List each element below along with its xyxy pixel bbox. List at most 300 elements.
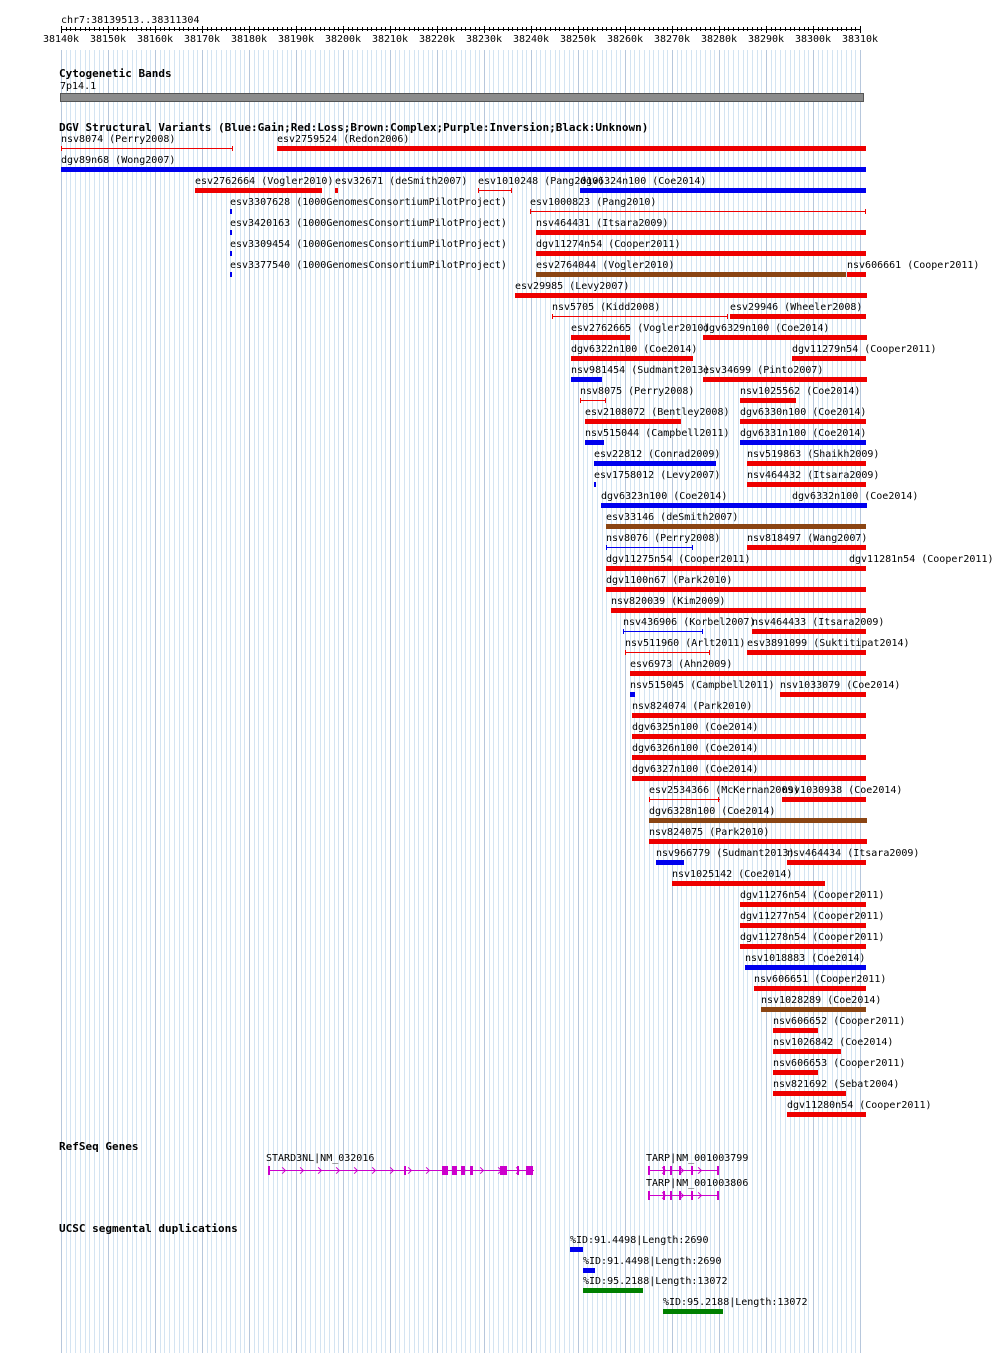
ruler-label: 38210k: [371, 34, 409, 45]
ruler-tick: [432, 27, 433, 31]
dgv-variant-bar[interactable]: [632, 713, 866, 718]
dgv-variant-label: nsv824075 (Park2010): [649, 827, 770, 838]
refseq-gene-exon[interactable]: [717, 1191, 719, 1200]
ruler-label: 38250k: [559, 34, 597, 45]
dgv-variant-label: dgv11277n54 (Cooper2011): [740, 911, 885, 922]
ruler-tick: [775, 27, 776, 31]
dgv-variant-bar[interactable]: [571, 356, 693, 361]
dgv-variant-bar[interactable]: [530, 211, 866, 212]
dgv-variant-label: nsv515045 (Campbell2011): [630, 680, 775, 691]
dgv-variant-bar[interactable]: [780, 692, 866, 697]
dgv-variant-label: dgv11280n54 (Cooper2011): [787, 1100, 932, 1111]
segdup-feature-bar[interactable]: [583, 1268, 595, 1273]
ruler-tick: [258, 27, 259, 31]
dgv-variant-bar-cap: [552, 314, 553, 319]
dgv-variant-label: dgv11275n54 (Cooper2011): [606, 554, 751, 565]
ruler-tick: [602, 27, 603, 31]
dgv-variant-label: nsv511960 (Arlt2011): [625, 638, 746, 649]
dgv-variant-bar[interactable]: [649, 799, 720, 800]
dgv-variant-bar[interactable]: [787, 860, 866, 865]
dgv-variant-bar[interactable]: [672, 881, 825, 886]
ruler-label: 38220k: [418, 34, 456, 45]
dgv-variant-bar[interactable]: [630, 671, 866, 676]
ruler-tick: [470, 27, 471, 31]
ruler-tick: [263, 27, 264, 31]
dgv-variant-label: esv2759524 (Redon2006): [277, 134, 410, 145]
dgv-variant-bar[interactable]: [773, 1070, 818, 1075]
dgv-variant-label: esv1758012 (Levy2007): [594, 470, 721, 481]
dgv-variant-bar[interactable]: [536, 272, 846, 277]
ruler-tick: [89, 27, 90, 31]
ruler-label: 38190k: [277, 34, 315, 45]
dgv-variant-bar[interactable]: [792, 503, 866, 508]
refseq-gene-exon[interactable]: [691, 1166, 693, 1175]
dgv-variant-label: esv32671 (deSmith2007): [335, 176, 468, 187]
ruler-tick: [155, 26, 156, 33]
ruler-label: 38160k: [136, 34, 174, 45]
dgv-variant-bar[interactable]: [740, 902, 866, 907]
cytoband-bar[interactable]: [60, 93, 864, 102]
ruler-tick: [569, 27, 570, 31]
ruler-tick: [860, 26, 861, 33]
ruler-tick: [404, 27, 405, 31]
ruler-tick: [710, 27, 711, 31]
dgv-variant-label: nsv5705 (Kidd2008): [552, 302, 661, 313]
ruler-tick: [94, 27, 95, 31]
ruler-tick: [127, 27, 128, 31]
dgv-variant-bar[interactable]: [649, 839, 867, 844]
dgv-variant-bar[interactable]: [61, 167, 866, 172]
dgv-variant-label: nsv821692 (Sebat2004): [773, 1079, 900, 1090]
dgv-variant-bar[interactable]: [571, 377, 602, 382]
dgv-variant-bar[interactable]: [552, 316, 728, 317]
dgv-variant-bar[interactable]: [632, 755, 866, 760]
ruler-tick: [423, 27, 424, 31]
ruler-tick: [446, 27, 447, 31]
ruler-tick: [766, 26, 767, 33]
ruler-tick: [85, 27, 86, 31]
ruler-tick: [164, 27, 165, 31]
dgv-variant-label: nsv981454 (Sudmant2013): [571, 365, 710, 376]
dgv-variant-bar[interactable]: [594, 461, 716, 466]
ruler-tick: [357, 27, 358, 31]
ruler-tick: [738, 27, 739, 31]
segdup-feature-bar[interactable]: [583, 1288, 643, 1293]
dgv-variant-bar-cap: [606, 545, 607, 550]
ruler-tick: [714, 27, 715, 31]
ruler-tick: [329, 27, 330, 31]
ruler-tick: [456, 27, 457, 31]
dgv-variant-bar-cap: [692, 545, 693, 550]
ruler-tick: [197, 27, 198, 31]
ruler-tick: [451, 27, 452, 31]
ruler-tick: [625, 26, 626, 33]
dgv-variant-bar[interactable]: [230, 209, 232, 214]
ruler-tick: [117, 27, 118, 31]
ruler-tick: [169, 27, 170, 31]
dgv-variant-bar[interactable]: [630, 692, 635, 697]
ruler-tick: [362, 27, 363, 31]
segdup-feature-label: %ID:95.2188|Length:13072: [663, 1297, 808, 1308]
dgv-variant-label: dgv6332n100 (Coe2014): [792, 491, 919, 502]
cytoband-label: 7p14.1: [60, 81, 97, 92]
ruler-tick: [132, 27, 133, 31]
dgv-variant-bar-cap: [702, 629, 703, 634]
dgv-variant-bar[interactable]: [335, 188, 338, 193]
dgv-variant-label: nsv515044 (Campbell2011): [585, 428, 730, 439]
dgv-variant-bar[interactable]: [606, 547, 693, 548]
ruler-tick: [597, 27, 598, 31]
dgv-variant-label: dgv6328n100 (Coe2014): [649, 806, 776, 817]
ruler-tick: [611, 27, 612, 31]
dgv-variant-label: nsv606652 (Cooper2011): [773, 1016, 906, 1027]
refseq-gene-exon[interactable]: [268, 1166, 270, 1175]
dgv-variant-bar[interactable]: [478, 190, 512, 191]
ruler-tick: [583, 27, 584, 31]
dgv-variant-bar[interactable]: [752, 629, 866, 634]
dgv-variant-bar-cap: [605, 398, 606, 403]
dgv-variant-label: dgv11278n54 (Cooper2011): [740, 932, 885, 943]
ruler-tick: [273, 27, 274, 31]
ruler-tick: [240, 27, 241, 31]
dgv-variant-bar[interactable]: [730, 314, 866, 319]
dgv-variant-label: nsv966779 (Sudmant2013): [656, 848, 795, 859]
ruler-tick: [211, 27, 212, 31]
dgv-variant-label: nsv8076 (Perry2008): [606, 533, 721, 544]
ruler-tick: [334, 27, 335, 31]
ruler-tick: [808, 27, 809, 31]
dgv-variant-bar[interactable]: [580, 400, 606, 401]
ruler-tick: [771, 27, 772, 31]
ruler-tick: [338, 27, 339, 31]
dgv-variant-label: esv1000823 (Pang2010): [530, 197, 657, 208]
ruler-tick: [202, 26, 203, 33]
ruler-tick: [113, 27, 114, 31]
dgv-variant-bar[interactable]: [230, 251, 232, 256]
ruler-tick: [461, 27, 462, 31]
ruler-tick: [352, 27, 353, 31]
dgv-variant-label: nsv1033079 (Coe2014): [780, 680, 901, 691]
dgv-variant-label: esv22812 (Conrad2009): [594, 449, 721, 460]
ruler-label: 38150k: [89, 34, 127, 45]
ruler-tick: [691, 27, 692, 31]
ruler-tick: [822, 27, 823, 31]
ruler-tick: [80, 27, 81, 31]
dgv-variant-label: esv6973 (Ahn2009): [630, 659, 733, 670]
dgv-variant-label: esv2108072 (Bentley2008): [585, 407, 730, 418]
ruler-label: 38140k: [42, 34, 80, 45]
dgv-variant-bar[interactable]: [656, 860, 684, 865]
ruler-tick: [428, 27, 429, 31]
dgv-variant-bar[interactable]: [747, 650, 866, 655]
ruler-tick: [235, 27, 236, 31]
ruler-tick: [249, 26, 250, 33]
refseq-gene-label: TARP|NM_001003799: [646, 1153, 749, 1164]
ruler-tick: [658, 27, 659, 31]
refseq-gene-exon[interactable]: [452, 1166, 457, 1175]
dgv-variant-label: nsv1018883 (Coe2014): [745, 953, 866, 964]
refseq-gene-exon[interactable]: [670, 1191, 672, 1200]
dgv-variant-bar[interactable]: [754, 986, 866, 991]
ruler-tick: [122, 27, 123, 31]
dgv-variant-bar[interactable]: [782, 797, 866, 802]
segdup-feature-bar[interactable]: [570, 1247, 583, 1252]
ruler-tick: [555, 27, 556, 31]
dgv-variant-label: esv2534366 (McKernan2009): [649, 785, 800, 796]
dgv-variant-bar[interactable]: [536, 230, 866, 235]
ruler-tick: [75, 27, 76, 31]
ruler-tick: [536, 27, 537, 31]
ruler-tick: [287, 27, 288, 31]
dgv-variant-bar[interactable]: [740, 944, 866, 949]
ruler-tick: [780, 27, 781, 31]
dgv-variant-bar[interactable]: [792, 356, 866, 361]
dgv-variant-bar-cap: [649, 797, 650, 802]
ruler-tick: [376, 27, 377, 31]
dgv-variant-label: nsv1025562 (Coe2014): [740, 386, 861, 397]
dgv-variant-label: dgv6324n100 (Coe2014): [580, 176, 707, 187]
dgv-variant-bar[interactable]: [230, 272, 232, 277]
ruler-label: 38280k: [700, 34, 738, 45]
refseq-gene-exon[interactable]: [470, 1166, 473, 1175]
dgv-variant-label: nsv464431 (Itsara2009): [536, 218, 669, 229]
ruler-tick: [174, 27, 175, 31]
ruler-tick: [517, 27, 518, 31]
ruler-tick: [301, 27, 302, 31]
ruler-tick: [207, 27, 208, 31]
dgv-variant-bar-cap: [625, 650, 626, 655]
dgv-variant-bar-cap: [709, 650, 710, 655]
dgv-variant-label: dgv6330n100 (Coe2014): [740, 407, 867, 418]
dgv-variant-label: esv2762665 (Vogler2010): [571, 323, 710, 334]
dgv-variant-label: nsv8074 (Perry2008): [61, 134, 176, 145]
ruler-tick: [108, 26, 109, 33]
ruler-tick: [667, 27, 668, 31]
ruler-tick: [348, 27, 349, 31]
ruler-tick: [724, 27, 725, 31]
dgv-variant-bar-cap: [580, 398, 581, 403]
ruler-tick: [179, 27, 180, 31]
refseq-gene-label: TARP|NM_001003806: [646, 1178, 749, 1189]
ruler-label: 38180k: [230, 34, 268, 45]
ruler-tick: [475, 27, 476, 31]
dgv-variant-bar[interactable]: [745, 965, 866, 970]
ruler-tick: [728, 27, 729, 31]
ruler-label: 38300k: [794, 34, 832, 45]
dgv-variant-bar[interactable]: [747, 461, 866, 466]
dgv-variant-label: nsv606661 (Cooper2011): [847, 260, 980, 271]
ruler-tick: [437, 26, 438, 33]
dgv-variant-bar[interactable]: [594, 482, 596, 487]
ruler-tick: [855, 27, 856, 31]
refseq-gene-exon[interactable]: [691, 1191, 693, 1200]
dgv-variant-label: dgv11276n54 (Cooper2011): [740, 890, 885, 901]
ruler-tick: [414, 27, 415, 31]
ruler-tick: [700, 27, 701, 31]
dgv-variant-bar[interactable]: [606, 524, 866, 529]
ruler-tick: [367, 27, 368, 31]
dgv-variant-bar[interactable]: [773, 1028, 818, 1033]
ruler-tick: [705, 27, 706, 31]
dgv-variant-bar[interactable]: [773, 1091, 846, 1096]
ruler-tick: [564, 27, 565, 31]
ruler-tick: [837, 27, 838, 31]
refseq-gene-exon[interactable]: [717, 1166, 719, 1175]
dgv-variant-bar[interactable]: [606, 587, 866, 592]
ruler-label: 38240k: [512, 34, 550, 45]
ruler-tick: [846, 27, 847, 31]
dgv-variant-label: esv3891099 (Suktitipat2014): [747, 638, 910, 649]
ruler-tick: [395, 27, 396, 31]
ruler-tick: [508, 27, 509, 31]
dgv-variant-bar[interactable]: [625, 652, 710, 653]
dgv-variant-bar[interactable]: [623, 631, 703, 632]
dgv-variant-bar[interactable]: [611, 608, 866, 613]
ruler-tick: [686, 27, 687, 31]
dgv-variant-bar[interactable]: [740, 419, 866, 424]
ruler-tick: [733, 27, 734, 31]
ruler-tick: [649, 27, 650, 31]
dgv-variant-bar[interactable]: [747, 545, 866, 550]
refseq-gene-exon[interactable]: [670, 1166, 672, 1175]
dgv-variant-bar[interactable]: [740, 440, 866, 445]
ruler-tick: [540, 27, 541, 31]
refseq-gene-exon[interactable]: [648, 1166, 650, 1175]
dgv-variant-label: nsv824074 (Park2010): [632, 701, 753, 712]
ruler-tick: [146, 27, 147, 31]
dgv-variant-bar[interactable]: [761, 1007, 866, 1012]
ruler-tick: [634, 27, 635, 31]
ruler-tick: [188, 27, 189, 31]
refseq-track-title[interactable]: RefSeq Genes: [59, 1140, 139, 1153]
ruler-tick: [268, 27, 269, 31]
ruler-tick: [719, 26, 720, 33]
ruler-tick: [663, 27, 664, 31]
ruler-tick: [587, 27, 588, 31]
ruler-tick: [559, 27, 560, 31]
ruler-tick: [550, 27, 551, 31]
ruler-tick: [761, 27, 762, 31]
dgv-variant-label: dgv6322n100 (Coe2014): [571, 344, 698, 355]
ruler-tick: [371, 27, 372, 31]
ruler-label: 38200k: [324, 34, 362, 45]
dgv-variant-bar[interactable]: [773, 1049, 841, 1054]
refseq-gene-exon[interactable]: [648, 1191, 650, 1200]
segdup-track-title[interactable]: UCSC segmental duplications: [59, 1222, 238, 1235]
ruler-tick: [183, 27, 184, 31]
dgv-track-title[interactable]: DGV Structural Variants (Blue:Gain;Red:Loss;Brown:Complex;Purple:Inversion;Black:Unknown): [59, 121, 649, 134]
ruler-tick: [644, 27, 645, 31]
ruler-tick: [747, 27, 748, 31]
dgv-variant-bar[interactable]: [585, 440, 604, 445]
ruler-tick: [493, 27, 494, 31]
dgv-variant-bar[interactable]: [585, 419, 681, 424]
dgv-variant-label: esv3420163 (1000GenomesConsortiumPilotProject): [230, 218, 507, 229]
dgv-variant-bar[interactable]: [230, 230, 232, 235]
dgv-variant-bar[interactable]: [61, 148, 233, 149]
ruler-tick: [526, 27, 527, 31]
dgv-variant-bar[interactable]: [571, 335, 630, 340]
ruler-tick: [757, 27, 758, 31]
refseq-gene-exon[interactable]: [526, 1166, 533, 1175]
dgv-variant-label: dgv11281n54 (Cooper2011): [849, 554, 994, 565]
ruler-tick: [841, 27, 842, 31]
dgv-variant-bar[interactable]: [632, 734, 866, 739]
dgv-variant-bar[interactable]: [787, 1112, 866, 1117]
dgv-variant-bar[interactable]: [277, 146, 866, 151]
dgv-variant-bar[interactable]: [847, 272, 866, 277]
segdup-feature-label: %ID:95.2188|Length:13072: [583, 1276, 728, 1287]
ruler-tick: [103, 27, 104, 31]
ruler-tick: [696, 27, 697, 31]
dgv-variant-bar[interactable]: [747, 482, 866, 487]
ruler-tick: [813, 26, 814, 33]
dgv-variant-bar-cap: [623, 629, 624, 634]
ruler-tick: [193, 27, 194, 31]
dgv-variant-bar[interactable]: [703, 377, 867, 382]
dgv-variant-bar[interactable]: [515, 293, 867, 298]
ruler-tick: [381, 27, 382, 31]
dgv-variant-label: dgv6327n100 (Coe2014): [632, 764, 759, 775]
ruler-tick: [320, 27, 321, 31]
dgv-variant-label: nsv606651 (Cooper2011): [754, 974, 887, 985]
ruler-tick: [606, 27, 607, 31]
region-label: chr7:38139513..38311304: [61, 15, 200, 26]
ruler-tick: [343, 26, 344, 33]
ruler-tick: [254, 27, 255, 31]
dgv-variant-bar[interactable]: [740, 923, 866, 928]
dgv-variant-bar[interactable]: [849, 566, 866, 571]
ruler-tick: [818, 27, 819, 31]
ruler-tick: [672, 26, 673, 33]
ruler-tick: [479, 27, 480, 31]
ruler-tick: [851, 27, 852, 31]
dgv-variant-bar[interactable]: [606, 566, 866, 571]
dgv-variant-bar[interactable]: [580, 188, 866, 193]
segdup-feature-label: %ID:91.4498|Length:2690: [570, 1235, 709, 1246]
dgv-variant-bar[interactable]: [632, 776, 866, 781]
dgv-variant-bar[interactable]: [703, 335, 867, 340]
ruler-tick: [230, 27, 231, 31]
ruler-tick: [630, 27, 631, 31]
dgv-variant-label: esv2764044 (Vogler2010): [536, 260, 675, 271]
dgv-variant-label: nsv519863 (Shaikh2009): [747, 449, 880, 460]
ruler-tick: [804, 27, 805, 31]
ruler-tick: [310, 27, 311, 31]
ruler-label: 38230k: [465, 34, 503, 45]
ruler-tick: [752, 27, 753, 31]
ruler-tick: [226, 27, 227, 31]
dgv-variant-label: esv34699 (Pinto2007): [703, 365, 824, 376]
ruler-tick: [827, 27, 828, 31]
dgv-variant-label: dgv6323n100 (Coe2014): [601, 491, 728, 502]
ruler-tick: [484, 26, 485, 33]
dgv-variant-bar[interactable]: [740, 398, 796, 403]
ruler-tick: [620, 27, 621, 31]
ruler-tick: [512, 27, 513, 31]
dgv-variant-label: esv29946 (Wheeler2008): [730, 302, 863, 313]
dgv-variant-bar-cap: [232, 146, 233, 151]
dgv-variant-label: esv33146 (deSmith2007): [606, 512, 739, 523]
ruler-tick: [799, 27, 800, 31]
cytoband-track-title[interactable]: Cytogenetic Bands: [59, 67, 172, 80]
segdup-feature-bar[interactable]: [663, 1309, 723, 1314]
dgv-variant-label: dgv6329n100 (Coe2014): [703, 323, 830, 334]
dgv-variant-bar[interactable]: [195, 188, 322, 193]
dgv-variant-label: dgv6326n100 (Coe2014): [632, 743, 759, 754]
dgv-variant-bar[interactable]: [536, 251, 866, 256]
dgv-variant-bar[interactable]: [649, 818, 867, 823]
